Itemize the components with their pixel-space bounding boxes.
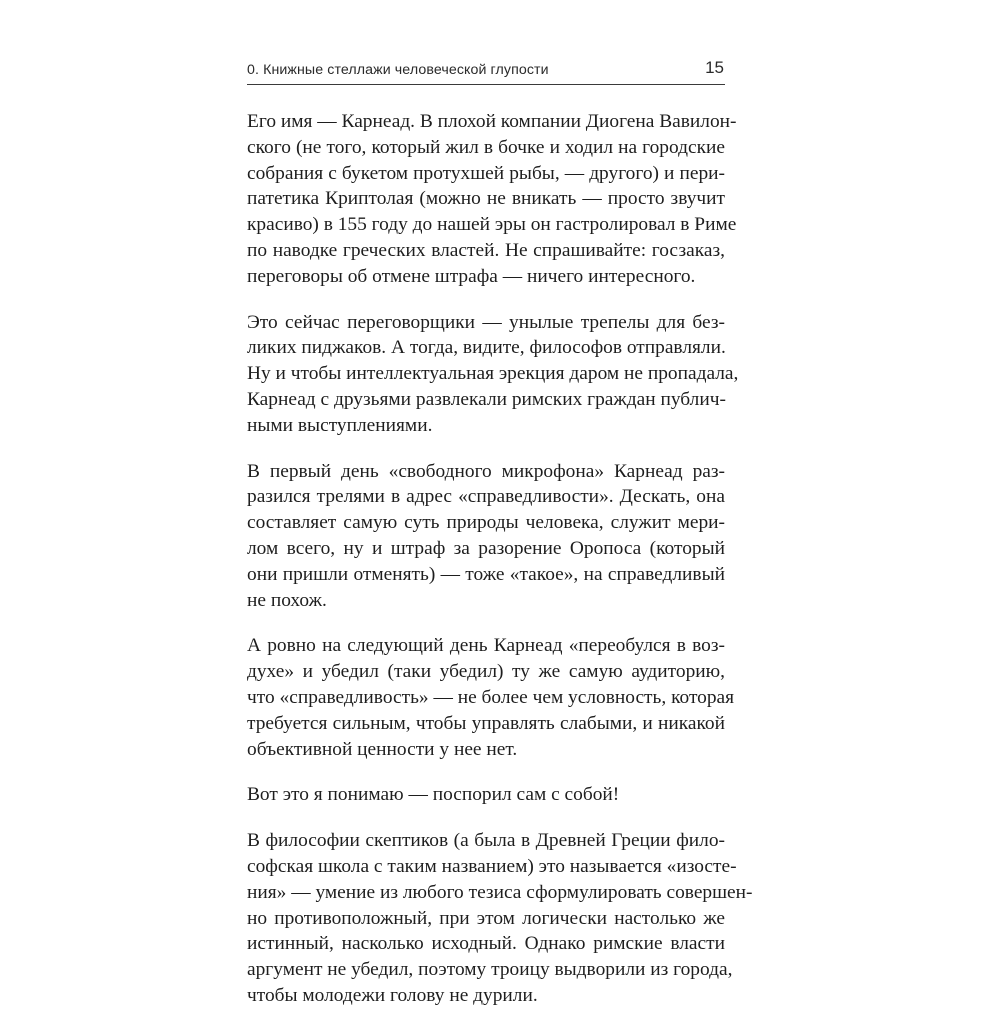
text-line: требуется сильным, чтобы управлять слабыми, и никакой <box>247 712 725 734</box>
text-line: по наводке греческих властей. Не спрашивайте: госзаказ, <box>247 239 725 261</box>
text-line: аргумент не убедил, поэтому троицу выдворили из города, <box>247 959 733 981</box>
text-line: Ну и чтобы интеллектуальная эрекция даром не пропадала, <box>247 363 739 385</box>
text-line: Вот это я понимаю — поспорил сам с собой! <box>247 784 620 806</box>
text-line: ликих пиджаков. А тогда, видите, философов отправляли. <box>247 337 726 359</box>
text-line: софская школа с таким названием) это называется «изосте- <box>247 855 737 877</box>
paragraph-3 <box>247 459 725 614</box>
paragraph-1 <box>247 109 737 290</box>
paragraph-4 <box>247 633 735 762</box>
text-line: ского (не того, который жил в бочке и ходил на городские <box>247 136 725 158</box>
text-line: собрания с букетом протухшей рыбы, — другого) и пери- <box>247 162 725 184</box>
text-line: объективной ценности у нее нет. <box>247 738 518 760</box>
text-line: патетика Криптолая (можно не вникать — просто звучит <box>247 188 725 210</box>
text-line: они пришли отменять) — тоже «такое», на справедливый <box>247 563 725 585</box>
text-line: что «справедливость» — не более чем условность, которая <box>247 686 735 708</box>
text-line: не похож. <box>247 589 327 611</box>
body-text <box>247 109 753 1029</box>
page-number: 15 <box>705 58 724 77</box>
chapter-title: 0. Книжные стеллажи человеческой глупости <box>247 62 549 78</box>
text-line: переговоры об отмене штрафа — ничего интересного. <box>247 265 696 287</box>
text-line: чтобы молодежи голову не дурили. <box>247 984 538 1006</box>
text-line: духе» и убедил (таки убедил) ту же самую аудиторию, <box>247 661 725 683</box>
running-header <box>247 58 725 85</box>
text-line: истинный, насколько исходный. Однако римские власти <box>247 933 725 955</box>
text-line: Его имя — Карнеад. В плохой компании Диогена Вавилон- <box>247 111 737 132</box>
text-line: ными выступлениями. <box>247 414 433 436</box>
text-line: красиво) в 155 году до нашей эры он гастролировал в Риме <box>247 214 737 236</box>
text-line: А ровно на следующий день Карнеад «переобулся в воз- <box>247 635 725 657</box>
text-line: лом всего, ну и штраф за разорение Оропоса (который <box>247 537 725 559</box>
paragraph-2 <box>247 310 739 439</box>
text-line: Карнеад с друзьями развлекали римских граждан публич- <box>247 388 726 410</box>
text-line: составляет самую суть природы человека, служит мери- <box>247 512 725 534</box>
text-line: В философии скептиков (а была в Древней Греции фило- <box>247 830 725 852</box>
text-line: но противоположный, при этом логически настолько же <box>247 907 725 929</box>
paragraph-5 <box>247 782 725 808</box>
text-line: В первый день «свободного микрофона» Карнеад раз- <box>247 460 725 482</box>
text-line: ния» — умение из любого тезиса сформулировать совершен- <box>247 881 753 903</box>
paragraph-6 <box>247 828 753 1009</box>
text-line: разился трелями в адрес «справедливости». Дескать, она <box>247 486 725 508</box>
text-line: Это сейчас переговорщики — унылые трепелы для без- <box>247 311 725 333</box>
